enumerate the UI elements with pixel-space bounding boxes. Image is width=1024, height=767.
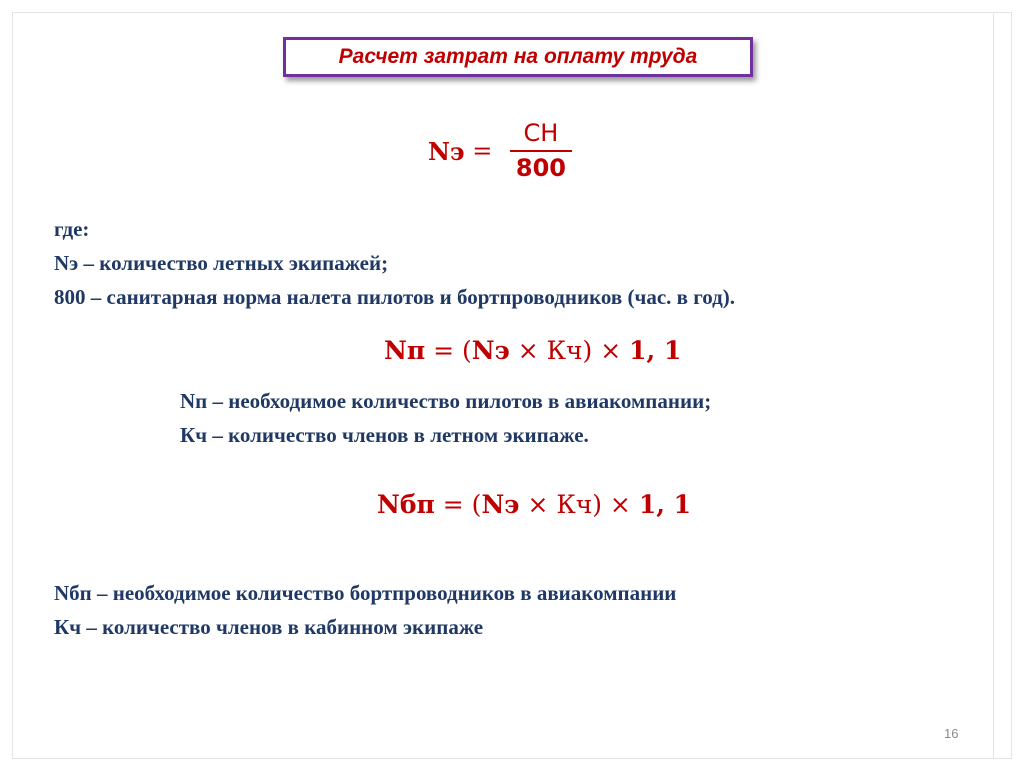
- definitions-crews: [54, 212, 735, 314]
- formula-pilots-crews: Nэ: [471, 336, 510, 365]
- formula-pilots-lhs: Nп: [384, 336, 426, 365]
- formula-pilots-factor: 1, 1: [629, 336, 682, 365]
- definition-pilots-count: Nп – необходимое количество пилотов в авиакомпании;: [180, 389, 712, 413]
- formula-attendants-factor: 1, 1: [638, 490, 692, 519]
- formula-pilots-times: × Кч) ×: [509, 336, 630, 365]
- right-divider: [993, 14, 994, 758]
- formula-crews: [428, 120, 572, 182]
- formula-attendants-times: × Кч) ×: [519, 490, 639, 519]
- fraction: [510, 120, 572, 182]
- title-box: [283, 37, 753, 77]
- definition-flight-crew-size: Кч – количество членов в летном экипаже.: [180, 423, 589, 447]
- definitions-attendants: [54, 576, 676, 644]
- fraction-numerator: СН: [523, 119, 559, 147]
- fraction-denominator: 800: [515, 153, 566, 182]
- formula-attendants-crews: Nэ: [481, 490, 520, 519]
- formula-attendants-open: = (: [434, 490, 482, 519]
- formula-pilots-open: = (: [425, 336, 472, 365]
- definitions-pilots: [180, 384, 711, 452]
- formula-crews-equals: =: [464, 137, 500, 166]
- slide-title: Расчет затрат на оплату труда: [338, 45, 698, 68]
- where-label: где:: [54, 217, 90, 241]
- formula-attendants-lhs: Nбп: [377, 490, 435, 519]
- formula-pilots: [384, 336, 681, 365]
- formula-crews-lhs: Nэ: [428, 136, 465, 166]
- definition-flight-norm: 800 – санитарная норма налета пилотов и бортпроводников (час. в год).: [54, 285, 736, 309]
- page-number: 16: [944, 726, 959, 741]
- definition-crews-count: Nэ – количество летных экипажей;: [54, 251, 389, 275]
- definition-cabin-crew-size: Кч – количество членов в кабинном экипаже: [54, 615, 484, 639]
- definition-attendants-count: Nбп – необходимое количество бортпроводников в авиакомпании: [54, 581, 677, 605]
- formula-attendants: [377, 490, 691, 519]
